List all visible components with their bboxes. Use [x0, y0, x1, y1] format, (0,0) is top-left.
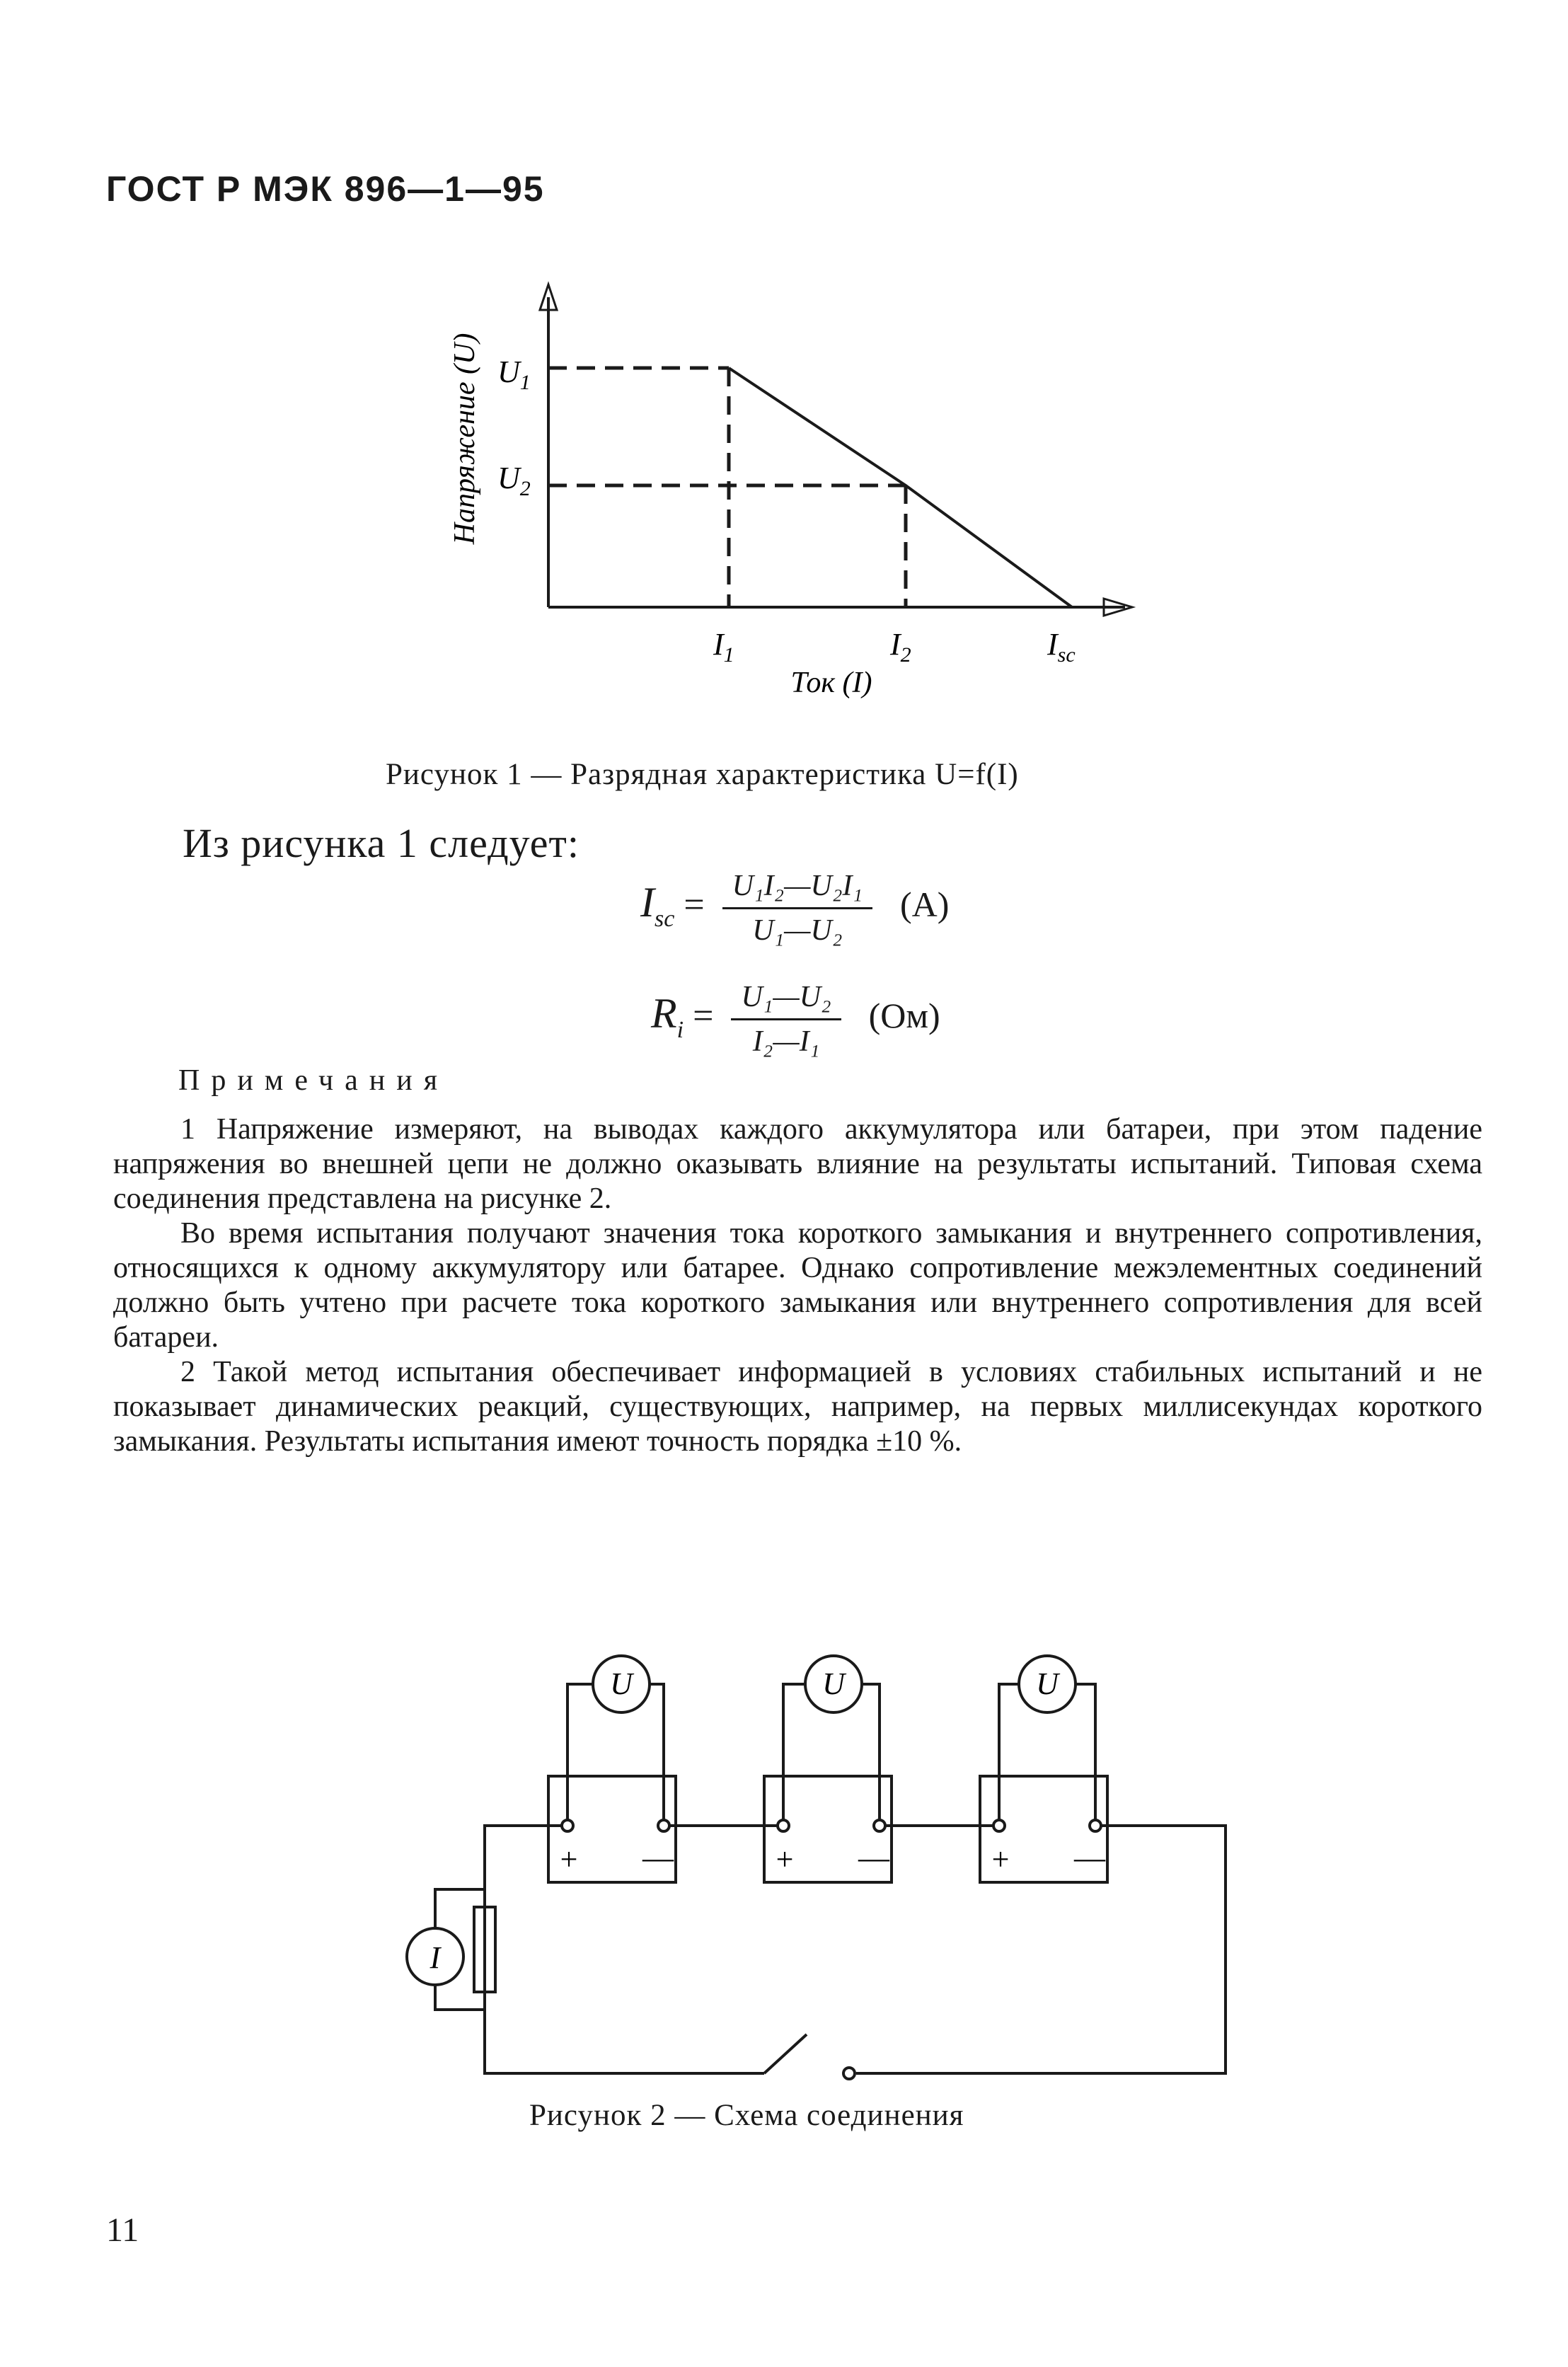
x-tick-i2: $I_2$	[890, 627, 911, 667]
isc-denominator: U₁—U₂	[752, 914, 843, 947]
figure2-circuit-diagram	[368, 1649, 1288, 2087]
ammeter-branch-top	[435, 1889, 485, 1928]
voltmeter-1-leads	[567, 1684, 593, 1826]
discharge-line	[729, 368, 1072, 607]
voltmeter-3-label: U	[1036, 1666, 1059, 1701]
cell1-minus-label: —	[642, 1841, 674, 1875]
y-axis-label: Напряжение (U)	[449, 333, 481, 545]
ammeter-branch-bottom	[435, 1985, 485, 2010]
page-number: 11	[106, 2211, 139, 2249]
lead-text: Из рисунка 1 следует:	[183, 820, 580, 866]
terminal-cell1-plus	[562, 1820, 573, 1831]
ri-denominator: I₂—I₁	[752, 1025, 820, 1058]
x-tick-isc: $I_{sc}$	[1047, 627, 1076, 667]
note-paragraph-1: 1 Напряжение измеряют, на выводах каждого аккумулятора или батареи, при этом падение напряжения во внешней цепи не должно оказывать влияние на результаты испытаний. Типовая схема соединения представлена на рисунке 2.	[113, 1113, 1482, 1215]
voltmeter-2-leads	[783, 1684, 805, 1826]
formula-ri: $R_i$ = $\frac{\text{U₁—U₂}}{\text{I₂—I₁}}$ (Ом)	[651, 981, 940, 1058]
terminal-cell2-minus	[874, 1820, 885, 1831]
standard-code-header: ГОСТ Р МЭК 896—1—95	[106, 169, 545, 209]
ri-symbol: $R_i$	[651, 990, 684, 1044]
ri-unit: (Ом)	[868, 996, 940, 1036]
x-tick-i1: $I_1$	[713, 627, 734, 667]
cell1-plus-label: +	[560, 1842, 578, 1877]
y-tick-u1: $U_1$	[497, 355, 531, 394]
terminal-cell3-plus	[993, 1820, 1005, 1831]
wire-positive-in	[485, 1826, 567, 2003]
cell2-minus-label: —	[858, 1841, 889, 1875]
voltmeter-2-label: U	[822, 1666, 845, 1701]
cell2-plus-label: +	[776, 1842, 794, 1877]
figure2-caption: Рисунок 2 — Схема соединения	[529, 2099, 964, 2132]
voltmeter-2-leads-right	[862, 1684, 880, 1826]
wire-to-switch	[485, 1992, 764, 2073]
figure1-chart	[396, 269, 1175, 729]
voltmeter-1-label: U	[610, 1666, 633, 1701]
isc-symbol: $I_{sc}$	[640, 879, 675, 933]
ri-fraction	[731, 980, 841, 1059]
cell3-plus-label: +	[991, 1842, 1010, 1877]
notes-title: Примечания	[178, 1064, 449, 1097]
terminal-cell2-plus	[778, 1820, 789, 1831]
isc-unit: (A)	[900, 885, 950, 925]
notes-body	[113, 1112, 1482, 1459]
voltmeter-3-leads-right	[1076, 1684, 1095, 1826]
ammeter-label: I	[430, 1940, 441, 1975]
figure1-caption: Рисунок 1 — Разрядная характеристика U=f(I)	[386, 758, 1019, 791]
wire-negative-out	[856, 1826, 1226, 2073]
note-paragraph-2: Во время испытания получают значения тока короткого замыкания и внутреннего сопротивления, относящихся к одному аккумулятору или батарее. Однако сопротивление межэлементных соединений должно быть учтено при расчете тока короткого замыкания или внутреннего сопротивления для всей батареи.	[113, 1217, 1482, 1354]
formula-isc: $I_{sc}$ = $\frac{\text{U₁I₂—U₂I₁}}{\text{U₁—U₂}}$ (A)	[640, 870, 950, 947]
x-axis-label: Ток (I)	[790, 667, 872, 699]
switch-blade	[764, 2034, 807, 2073]
ri-numerator: U₁—U₂	[731, 980, 841, 1020]
isc-numerator: U₁I₂—U₂I₁	[722, 869, 872, 909]
isc-fraction	[722, 869, 872, 948]
cell3-minus-label: —	[1074, 1841, 1105, 1875]
y-tick-u2: $U_2$	[497, 461, 531, 500]
voltmeter-1-leads-right	[650, 1684, 664, 1826]
voltmeter-3-leads	[999, 1684, 1019, 1826]
terminal-cell1-minus	[658, 1820, 669, 1831]
terminal-cell3-minus	[1090, 1820, 1101, 1831]
note-paragraph-3: 2 Такой метод испытания обеспечивает информацией в условиях стабильных испытаний и не показывает динамических реакций, существующих, например, на первых миллисекундах короткого замыкания. Результаты испытания имеют точность порядка ±10 %.	[113, 1356, 1482, 1458]
switch-contact	[843, 2068, 855, 2079]
